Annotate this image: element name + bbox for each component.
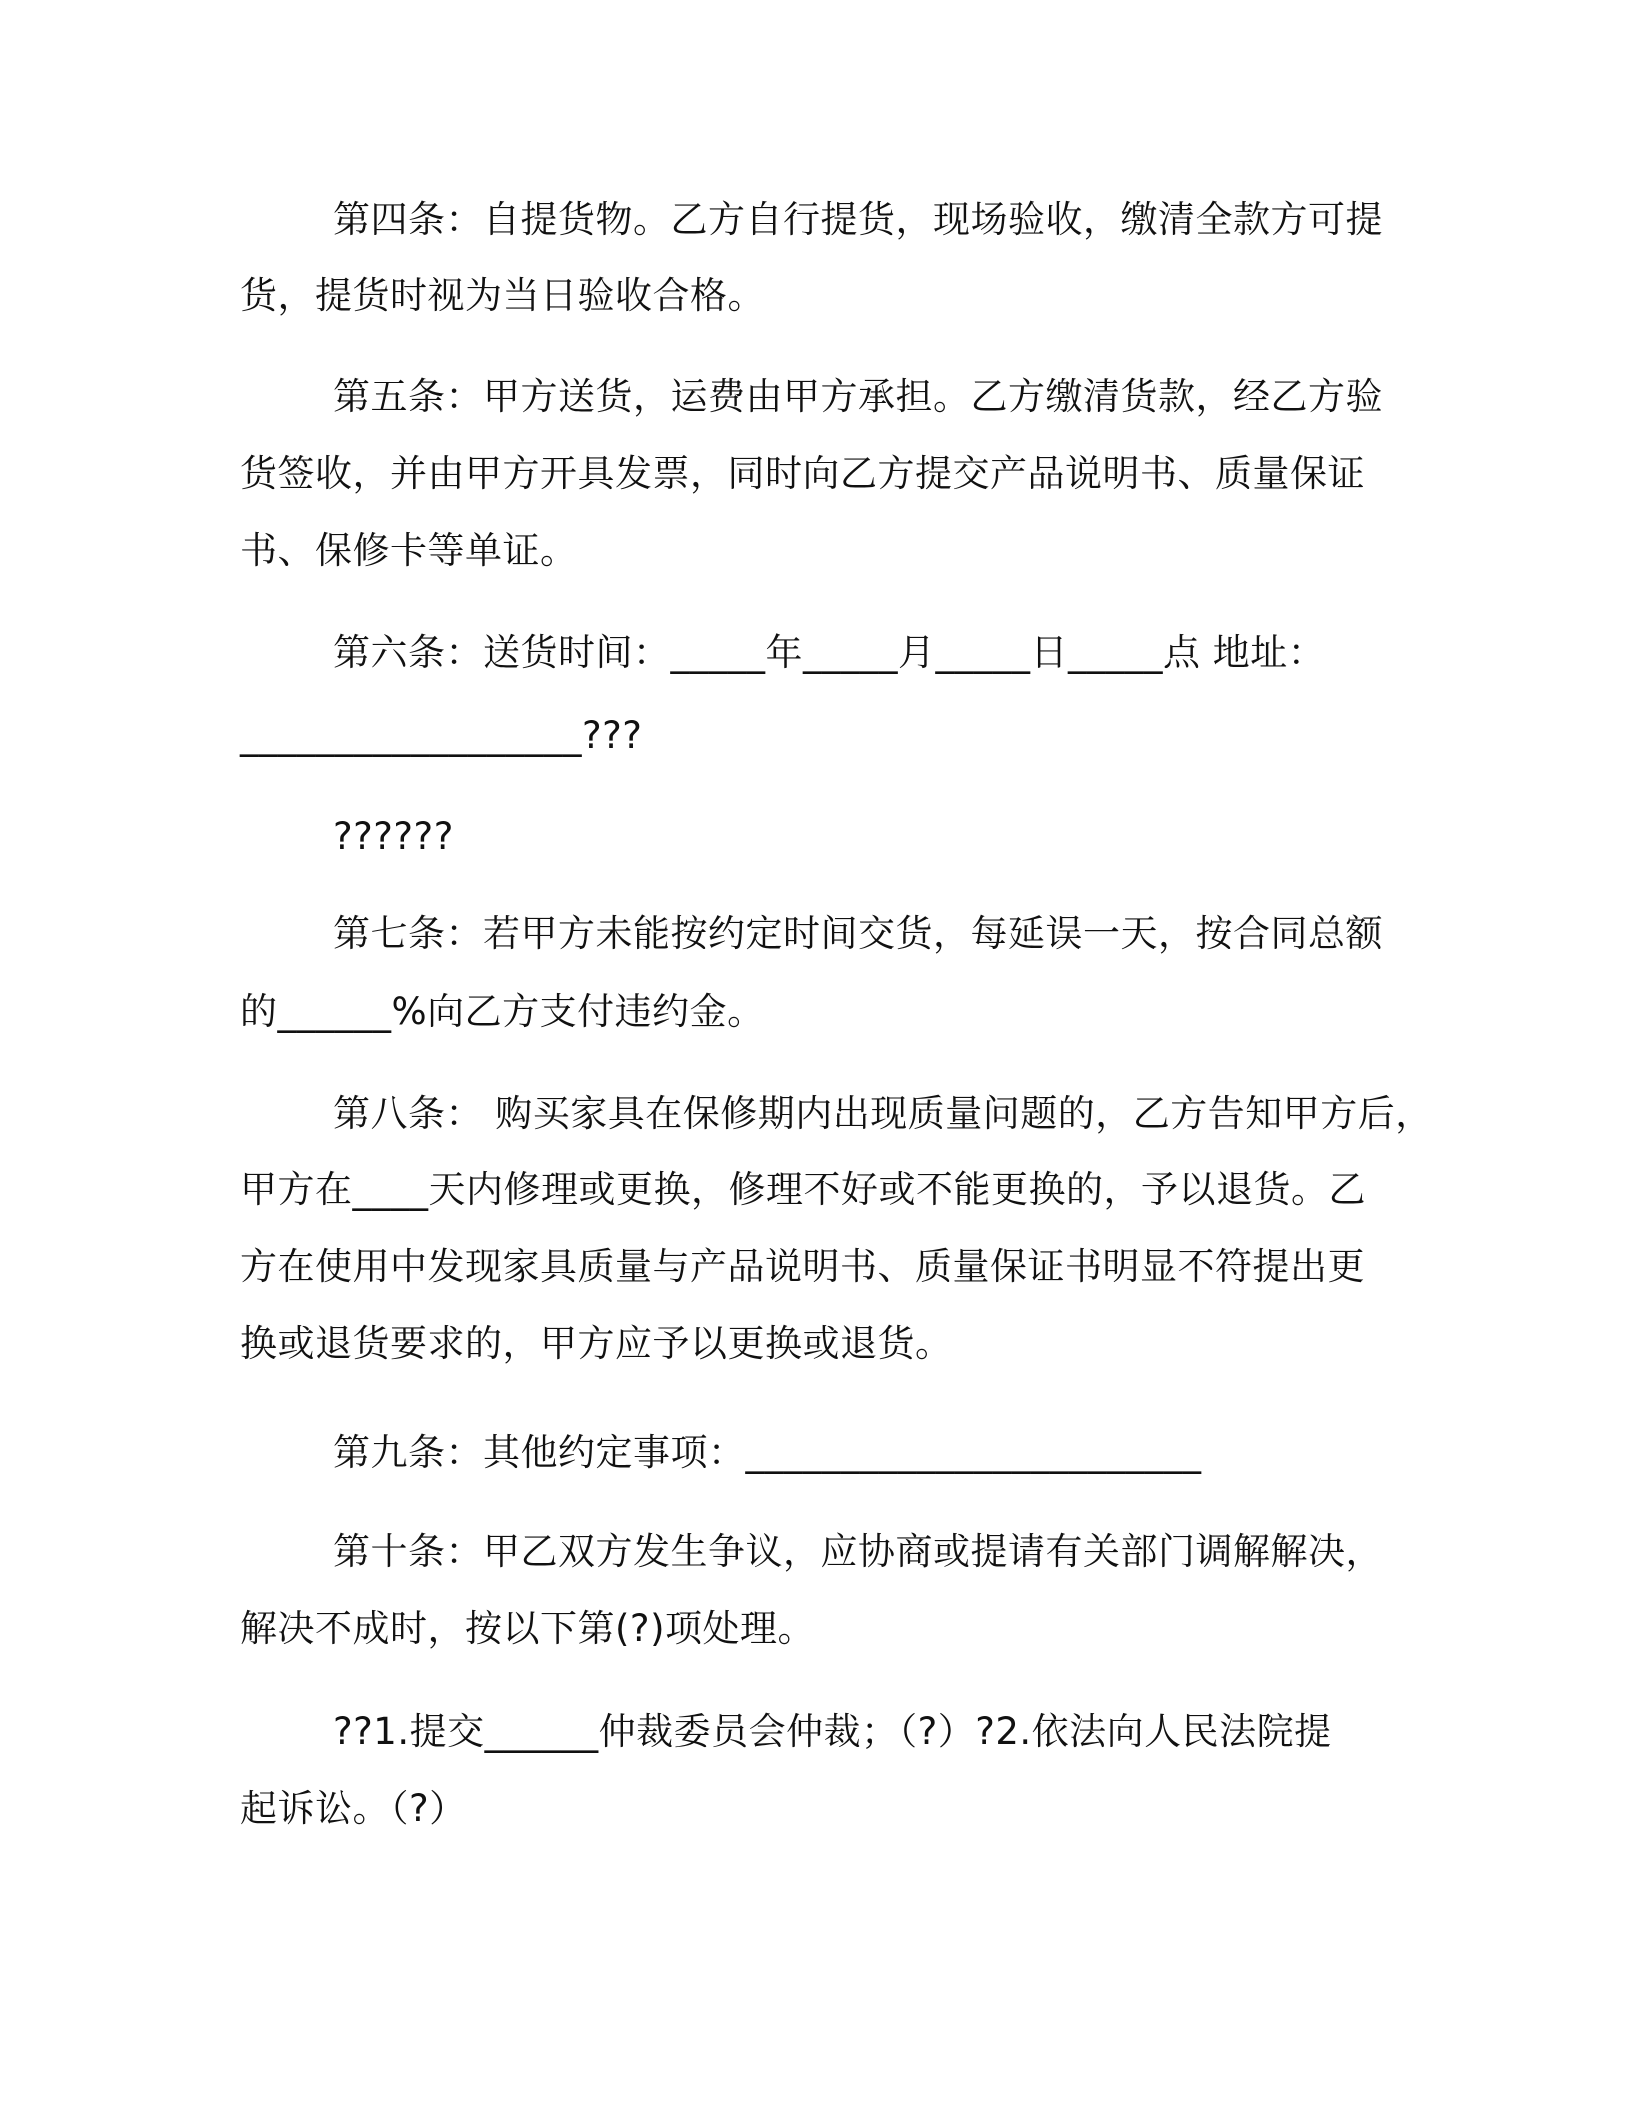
article-4-line-2: 货，提货时视为当日验收合格。 bbox=[240, 274, 765, 317]
option-line-2: 起诉讼。（?） bbox=[240, 1787, 467, 1830]
article-8-line-1: 第八条： 购买家具在保修期内出现质量问题的，乙方告知甲方后， bbox=[333, 1092, 1433, 1135]
article-8-line-2: 甲方在____天内修理或更换，修理不好或不能更换的，予以退货。乙 bbox=[240, 1168, 1366, 1211]
article-7-line-1: 第七条：若甲方未能按约定时间交货，每延误一天，按合同总额 bbox=[333, 912, 1383, 955]
article-6-line-1: 第六条：送货时间：_____年_____月_____日_____点 地址： bbox=[333, 631, 1326, 674]
article-8-line-4: 换或退货要求的，甲方应予以更换或退货。 bbox=[240, 1322, 953, 1365]
article-5-line-2: 货签收，并由甲方开具发票，同时向乙方提交产品说明书、质量保证 bbox=[240, 452, 1365, 495]
article-8-line-3: 方在使用中发现家具质量与产品说明书、质量保证书明显不符提出更 bbox=[240, 1245, 1365, 1288]
article-7-line-2: 的______%向乙方支付违约金。 bbox=[240, 990, 765, 1033]
article-4-line-1: 第四条：自提货物。乙方自行提货，现场验收，缴清全款方可提 bbox=[333, 198, 1383, 241]
article-10-line-1: 第十条：甲乙双方发生争议，应协商或提请有关部门调解解决， bbox=[333, 1530, 1383, 1573]
placeholder-line: ?????? bbox=[333, 815, 454, 858]
option-line-1: ??1.提交______仲裁委员会仲裁；（?）?2.依法向人民法院提 bbox=[333, 1710, 1332, 1753]
article-6-line-2: __________________??? bbox=[240, 714, 643, 757]
article-5-line-3: 书、保修卡等单证。 bbox=[240, 529, 578, 572]
article-5-line-1: 第五条：甲方送货，运费由甲方承担。乙方缴清货款，经乙方验 bbox=[333, 375, 1383, 418]
article-9-line-1: 第九条：其他约定事项：________________________ bbox=[333, 1431, 1202, 1474]
article-10-line-2: 解决不成时，按以下第(?)项处理。 bbox=[240, 1607, 816, 1650]
